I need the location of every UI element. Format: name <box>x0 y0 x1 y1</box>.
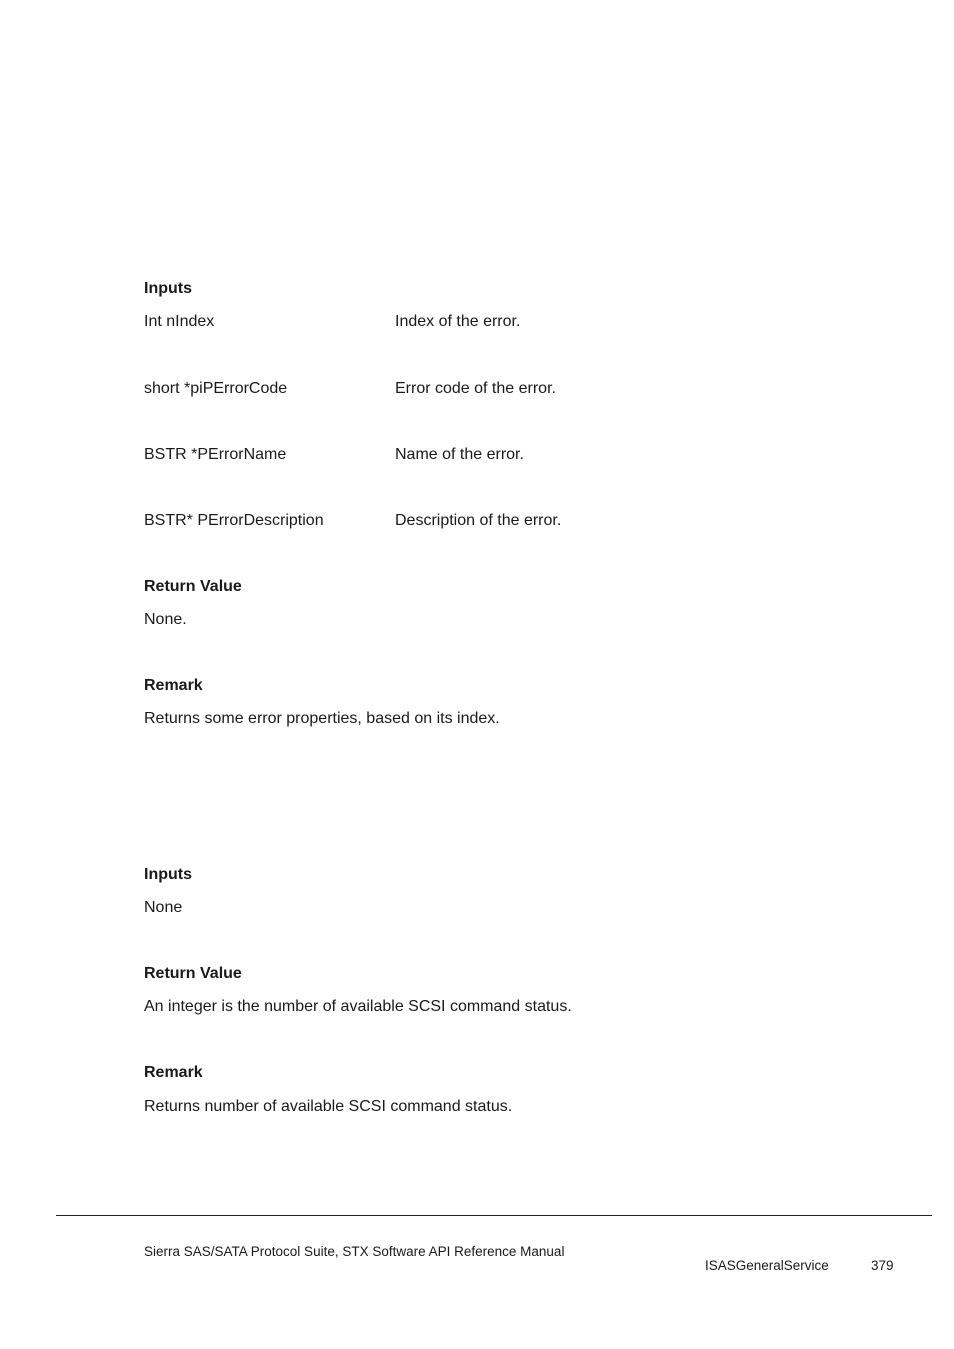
section2-inputs-heading: Inputs <box>144 866 192 883</box>
param-name-2: short *piPErrorCode <box>144 380 288 397</box>
footer-manual-title: Sierra SAS/SATA Protocol Suite, STX Software API Reference Manual <box>144 1244 565 1259</box>
section2-remark-text: Returns number of available SCSI command status. <box>144 1098 513 1115</box>
section2-return-heading: Return Value <box>144 965 242 982</box>
param-name-1: Int nIndex <box>144 313 215 330</box>
section2-return-text: An integer is the number of available SCSI command status. <box>144 998 572 1015</box>
section2-remark-heading: Remark <box>144 1064 203 1081</box>
footer-page-number: 379 <box>871 1258 894 1273</box>
param-name-3: BSTR *PErrorName <box>144 446 287 463</box>
param-desc-1: Index of the error. <box>395 313 521 330</box>
section1-remark-text: Returns some error properties, based on its index. <box>144 710 500 727</box>
footer-section-name: ISASGeneralService <box>705 1258 829 1273</box>
param-desc-4: Description of the error. <box>395 512 562 529</box>
section1-return-text: None. <box>144 611 187 628</box>
footer-divider <box>56 1215 932 1216</box>
param-name-4: BSTR* PErrorDescription <box>144 512 324 529</box>
section1-inputs-heading: Inputs <box>144 280 192 297</box>
section1-return-heading: Return Value <box>144 578 242 595</box>
param-desc-3: Name of the error. <box>395 446 524 463</box>
section1-remark-heading: Remark <box>144 677 203 694</box>
section2-inputs-text: None <box>144 899 183 916</box>
param-desc-2: Error code of the error. <box>395 380 556 397</box>
